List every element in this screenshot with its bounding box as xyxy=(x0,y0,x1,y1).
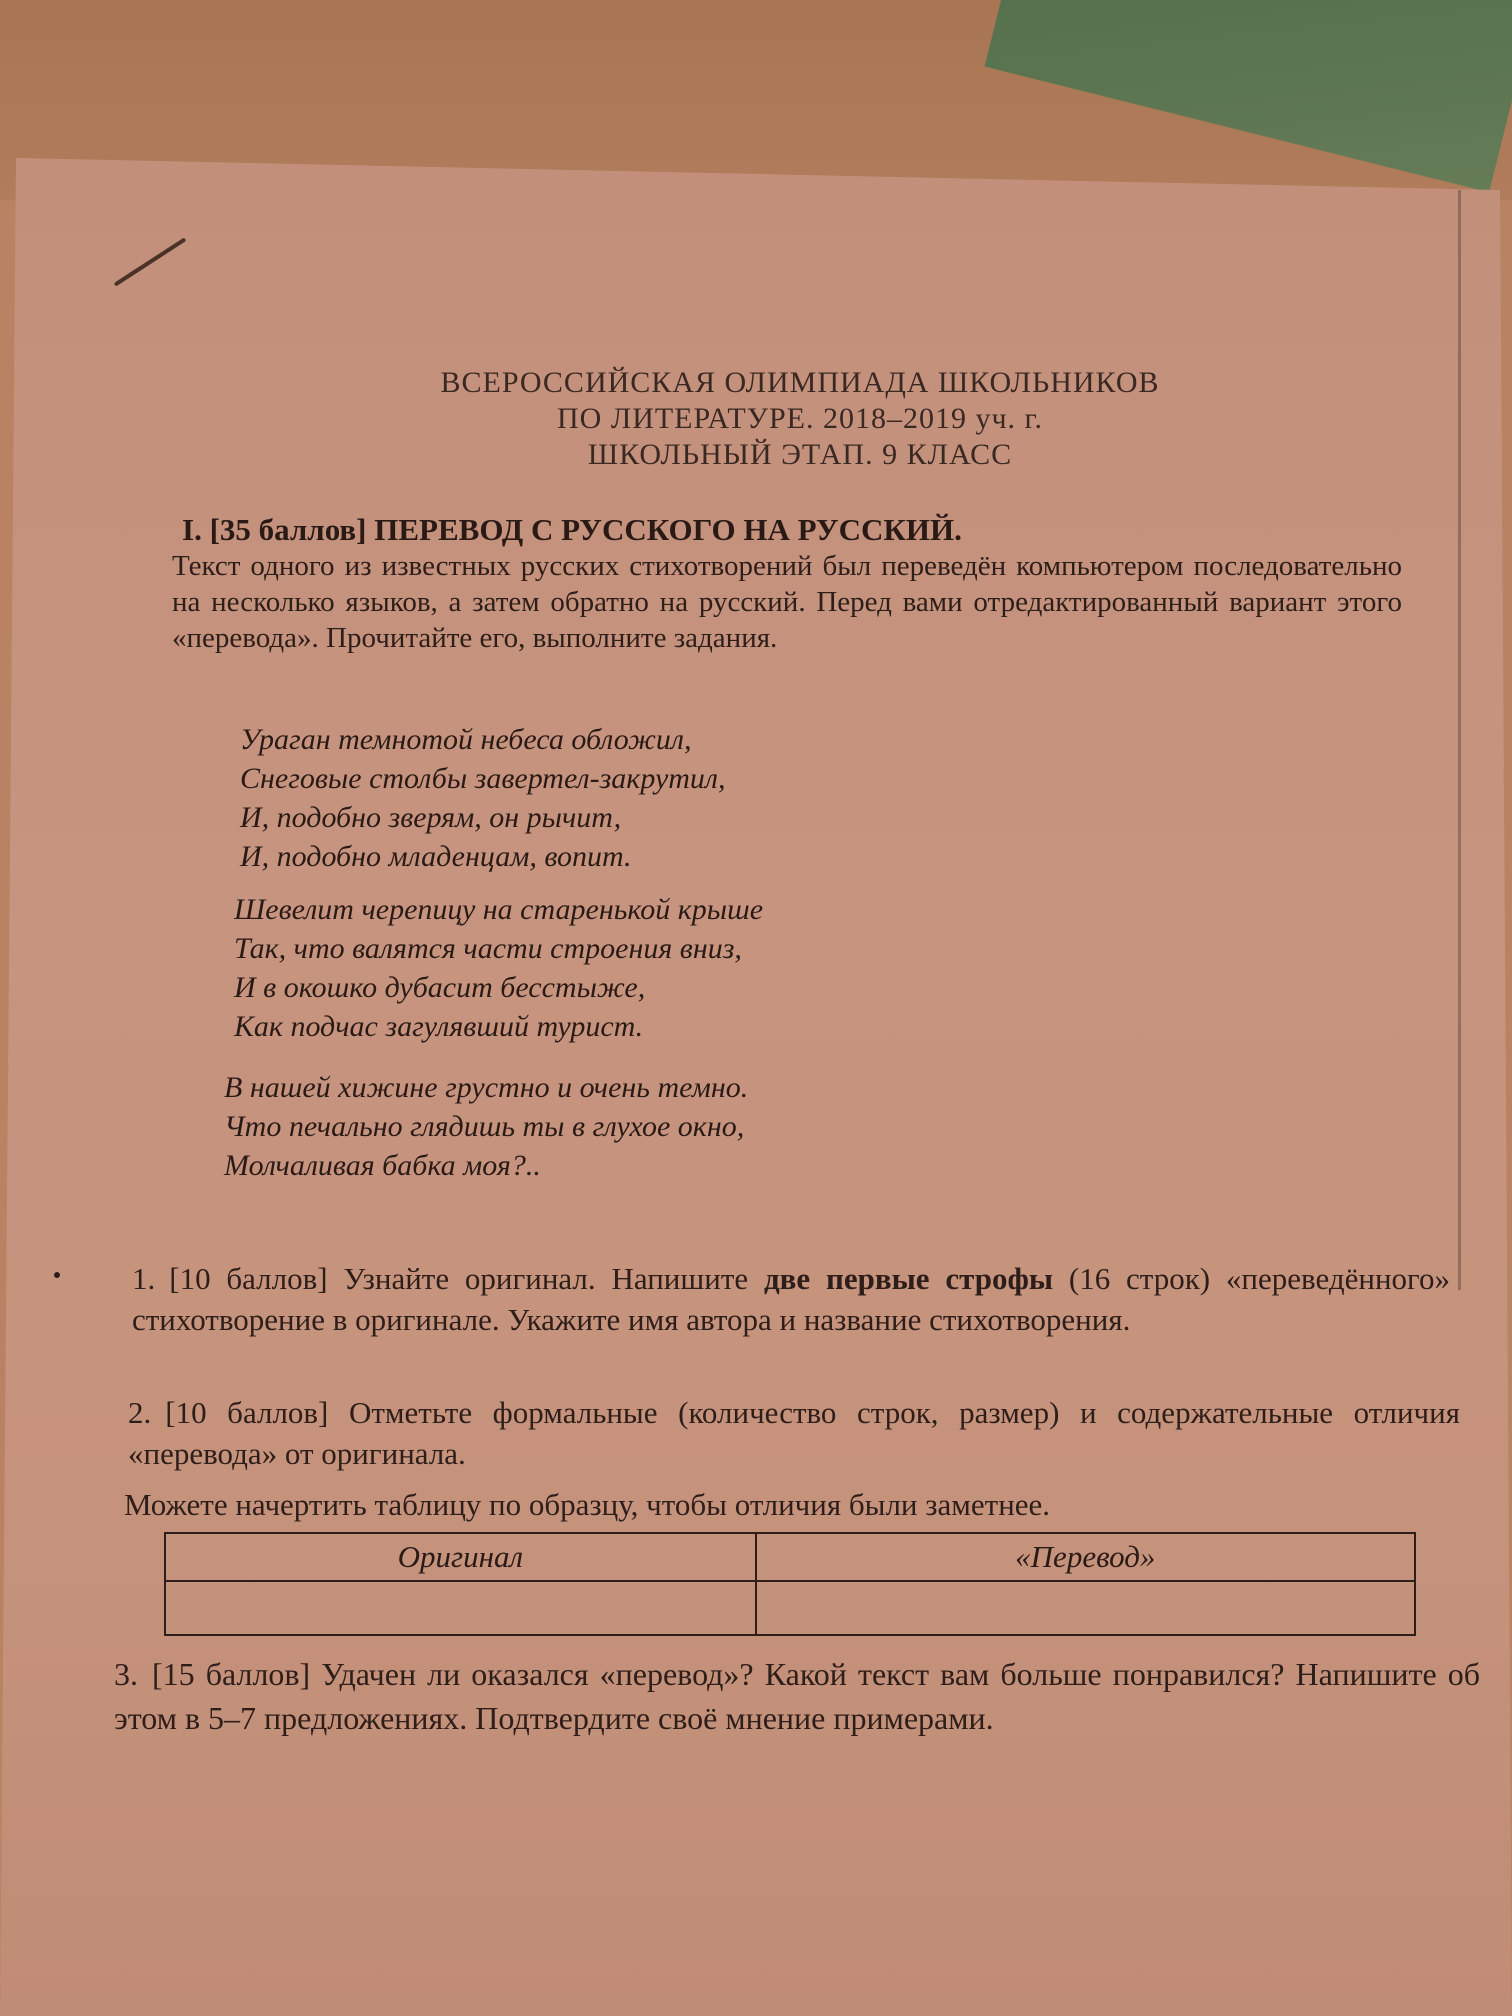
task-number: 3. xyxy=(114,1656,138,1692)
task-1-text-start: [10 баллов] Узнайте оригинал. Напишите xyxy=(169,1261,764,1296)
poem-line: Ураган темнотой небеса обложил, xyxy=(240,723,692,756)
section-intro: Текст одного из известных русских стихотворений был переведён компьютером последовательно на несколько языков, а затем обратно на русский. Перед вами отредактированный вариант этого «перевода». Прочитайте его, выполните задания. xyxy=(172,550,1402,654)
header-line-1: ВСЕРОССИЙСКАЯ ОЛИМПИАДА ШКОЛЬНИКОВ xyxy=(440,366,1160,399)
task-number: 2. xyxy=(128,1395,152,1430)
table-cell xyxy=(165,1581,756,1635)
task-3-text: [15 баллов] Удачен ли оказался «перевод»? Какой текст вам больше понравился? Напишите об этом в 5–7 предложениях. Подтвердите своё мнение примерами. xyxy=(114,1656,1480,1736)
poem-stanza-1 xyxy=(240,720,726,876)
poem-line: В нашей хижине грустно и очень темно. xyxy=(224,1071,749,1104)
poem-line: Что печально глядишь ты в глухое окно, xyxy=(224,1110,745,1143)
table-header-translation: «Перевод» xyxy=(756,1533,1415,1581)
document-header xyxy=(300,365,1300,473)
section-title: I. [35 баллов] ПЕРЕВОД С РУССКОГО НА РУССКИЙ. xyxy=(182,512,962,547)
poem-line: И в окошко дубасит бесстыже, xyxy=(234,971,646,1004)
table-cell xyxy=(756,1581,1415,1635)
task-number: 1. xyxy=(132,1261,156,1296)
table-header-row xyxy=(165,1533,1415,1581)
task-2-text: [10 баллов] Отметьте формальные (количество строк, размер) и содержательные отличия «перевода» от оригинала. xyxy=(128,1395,1460,1471)
task-2-note: Можете начертить таблицу по образцу, чтобы отличия были заметнее. xyxy=(124,1487,1051,1522)
poem-line: И, подобно младенцам, вопит. xyxy=(240,840,632,873)
header-line-2: ПО ЛИТЕРАТУРЕ. 2018–2019 уч. г. xyxy=(557,402,1043,435)
task-3 xyxy=(114,1652,1480,1740)
table-header-original: Оригинал xyxy=(165,1533,756,1581)
poem-line: Молчаливая бабка моя?.. xyxy=(224,1149,541,1182)
task-1-text-end: (16 строк) «переведённого» стихотворение в оригинале. Укажите имя автора и название стихотворения. xyxy=(132,1261,1450,1337)
task-1-bold-text: две первые строфы xyxy=(763,1261,1054,1296)
header-line-3: ШКОЛЬНЫЙ ЭТАП. 9 КЛАСС xyxy=(587,438,1013,471)
task-1 xyxy=(132,1258,1450,1340)
poem-line: Шевелит черепицу на старенькой крыше xyxy=(234,893,764,926)
dot-mark xyxy=(54,1272,60,1278)
page-edge xyxy=(1458,190,1461,1290)
task-2 xyxy=(128,1392,1460,1474)
table-row xyxy=(165,1581,1415,1635)
poem-stanza-3 xyxy=(224,1068,748,1185)
poem-line: И, подобно зверям, он рычит, xyxy=(240,801,622,834)
poem-line: Так, что валятся части строения вниз, xyxy=(234,932,742,965)
poem-line: Снеговые столбы завертел-закрутил, xyxy=(240,762,726,795)
poem-line: Как подчас загулявший турист. xyxy=(234,1010,644,1043)
poem-stanza-2 xyxy=(234,890,763,1046)
comparison-table xyxy=(164,1532,1416,1636)
